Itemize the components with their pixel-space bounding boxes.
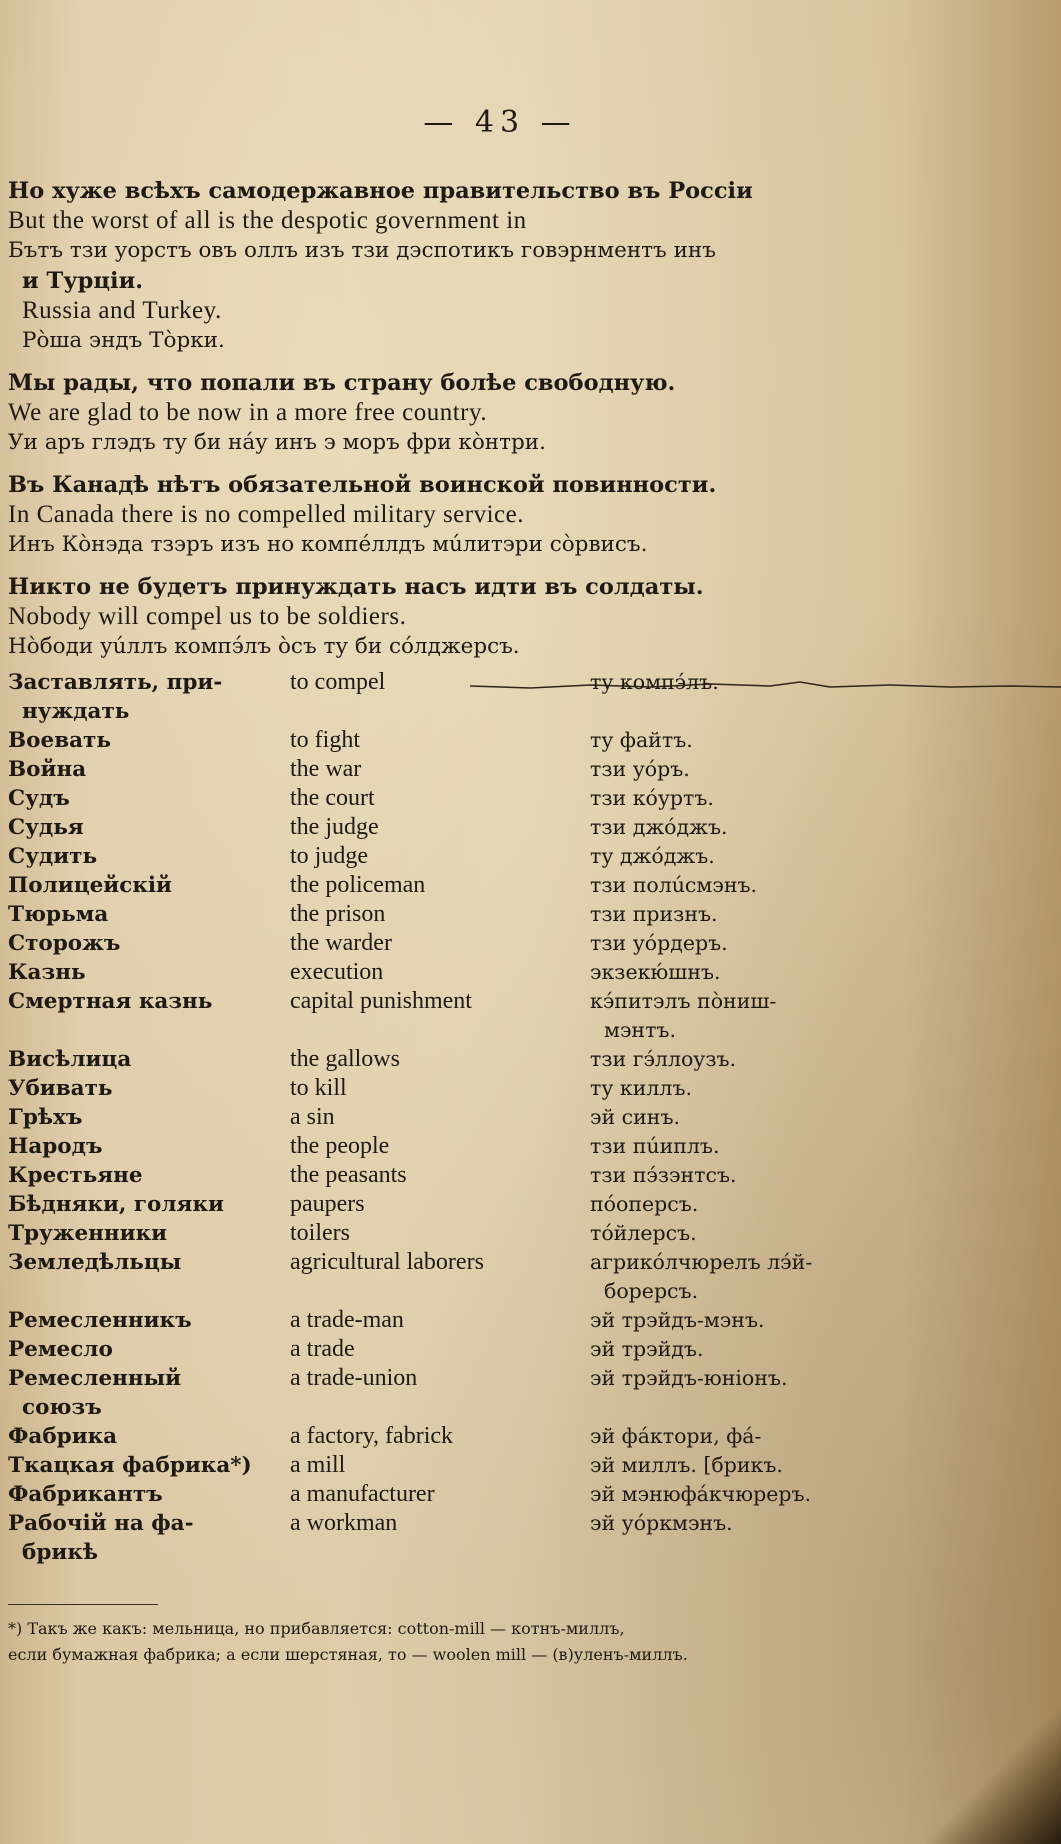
page-number: — 43 — <box>423 105 577 140</box>
vocab-russian: Судить <box>8 844 98 869</box>
vocab-russian-continued: брикѣ <box>22 1540 98 1565</box>
vocab-english: toilers <box>290 1220 350 1246</box>
sentence-russian: Въ Канадѣ нѣтъ обязательной воинской повинности. <box>8 472 717 498</box>
vocab-russian: Судъ <box>8 786 70 811</box>
vocab-row <box>8 668 868 726</box>
vocab-transcription: ту джóджъ. <box>590 844 715 868</box>
vocab-row <box>8 813 868 842</box>
sentence-english: In Canada there is no compelled military service. <box>8 501 524 528</box>
vocab-russian: Казнь <box>8 960 86 985</box>
vocab-transcription: ту файтъ. <box>590 728 693 752</box>
vocab-russian: Убивать <box>8 1076 113 1101</box>
vocab-russian: Труженники <box>8 1221 168 1246</box>
vocab-transcription: ту компэ́лъ. <box>590 670 719 694</box>
vocab-english: a trade-man <box>290 1307 404 1333</box>
vocab-transcription: эй фáктори, фá- <box>590 1424 762 1448</box>
sentence-russian-continued: и Турціи. <box>22 268 144 294</box>
vocab-english: the court <box>290 785 375 811</box>
sentence-section <box>8 176 868 674</box>
vocab-english: paupers <box>290 1191 365 1217</box>
vocab-russian <box>8 668 290 726</box>
vocab-transcription-text: кэ́питэлъ пòниш- <box>590 989 777 1013</box>
vocab-english: a trade <box>290 1336 355 1362</box>
vocab-transcription <box>590 987 860 1045</box>
vocab-russian: Тюрьма <box>8 902 109 927</box>
page-corner-shadow <box>911 1684 1061 1844</box>
sentence-russian: Мы рады, что попали въ страну болѣе свободную. <box>8 370 676 396</box>
vocab-row <box>8 987 868 1045</box>
sentence-russian: Но хуже всѣхъ самодержавное правительство въ Россіи <box>8 178 753 204</box>
vocab-english: to kill <box>290 1075 347 1101</box>
vocab-row <box>8 1306 868 1335</box>
vocab-row <box>8 1103 868 1132</box>
vocab-russian: Полицейскій <box>8 873 172 898</box>
vocab-russian-text: Ремесленный <box>8 1366 182 1391</box>
vocab-row <box>8 1074 868 1103</box>
vocab-russian: Фабрикантъ <box>8 1482 163 1507</box>
vocab-russian: Ремесленникъ <box>8 1308 192 1333</box>
vocab-row <box>8 1451 868 1480</box>
vocab-english: a sin <box>290 1104 335 1130</box>
vocab-transcription: эй трэйдъ-мэнъ. <box>590 1308 765 1332</box>
vocab-english: to judge <box>290 843 368 869</box>
vocab-transcription: тзи пúиплъ. <box>590 1134 720 1158</box>
vocab-russian: Фабрика <box>8 1424 118 1449</box>
sentence-block <box>8 470 868 560</box>
sentence-block <box>8 176 868 356</box>
vocab-english: a factory, fabrick <box>290 1423 454 1449</box>
vocab-english: a workman <box>290 1510 398 1536</box>
vocab-transcription: тзи кóуртъ. <box>590 786 714 810</box>
vocab-russian-text: Заставлять, при- <box>8 670 223 695</box>
vocab-row <box>8 929 868 958</box>
sentence-russian: Никто не будетъ принуждать насъ идти въ солдаты. <box>8 574 704 600</box>
vocab-transcription: тзи пэ́зэнтсъ. <box>590 1163 737 1187</box>
sentence-english-continued: Russia and Turkey. <box>22 297 222 324</box>
vocab-english: a mill <box>290 1452 346 1478</box>
vocab-english: the gallows <box>290 1046 400 1072</box>
sentence-english: Nobody will compel us to be soldiers. <box>8 603 407 630</box>
vocab-russian-text: Рабочій на фа- <box>8 1511 194 1536</box>
vocab-russian-continued: союзъ <box>22 1395 102 1420</box>
vocabulary-table <box>8 668 868 1567</box>
vocab-russian: Война <box>8 757 87 782</box>
sentence-transcription-continued: Рòша эндъ Тòрки. <box>22 328 225 353</box>
sentence-transcription: Бътъ тзи уорстъ овъ оллъ изъ тзи дэспотикъ говэрнментъ инъ <box>8 238 716 263</box>
vocab-row <box>8 1422 868 1451</box>
vocab-row <box>8 1364 868 1422</box>
vocab-row <box>8 1045 868 1074</box>
vocab-english: to compel <box>290 669 386 695</box>
vocab-row <box>8 755 868 784</box>
vocab-row <box>8 726 868 755</box>
vocab-english: the war <box>290 756 362 782</box>
sentence-block <box>8 572 868 662</box>
vocab-russian: Крестьяне <box>8 1163 143 1188</box>
vocab-transcription: тóйлерсъ. <box>590 1221 697 1245</box>
vocab-row <box>8 1190 868 1219</box>
vocab-english: capital punishment <box>290 988 472 1014</box>
vocab-row <box>8 1248 868 1306</box>
vocab-russian: Земледѣльцы <box>8 1250 182 1275</box>
vocab-transcription: тзи джóджъ. <box>590 815 728 839</box>
vocab-english: the prison <box>290 901 386 927</box>
sentence-transcription: Уи аръ глэдъ ту би нáу инъ э моръ фри кòнтри. <box>8 430 546 455</box>
vocab-russian: Бѣдняки, голяки <box>8 1192 224 1217</box>
vocab-row <box>8 842 868 871</box>
footnote <box>8 1616 868 1668</box>
vocab-transcription: тзи полúсмэнъ. <box>590 873 758 897</box>
vocab-russian: Грѣхъ <box>8 1105 83 1130</box>
vocab-russian: Смертная казнь <box>8 989 213 1014</box>
vocab-english: a manufacturer <box>290 1481 435 1507</box>
vocab-russian: Воевать <box>8 728 111 753</box>
vocab-row <box>8 1161 868 1190</box>
sentence-english: But the worst of all is the despotic government in <box>8 207 527 234</box>
vocab-transcription: тзи уóръ. <box>590 757 690 781</box>
vocab-transcription: пóоперсъ. <box>590 1192 699 1216</box>
sentence-transcription: Нòбоди уúллъ компэ́лъ òсъ ту би сóлджерсъ. <box>8 634 520 659</box>
sentence-transcription: Инъ Кòнэда тзэръ изъ но компéллдъ мúлитэри сòрвисъ. <box>8 532 648 557</box>
vocab-english: the policeman <box>290 872 426 898</box>
vocab-row <box>8 1219 868 1248</box>
vocab-english: the judge <box>290 814 379 840</box>
vocab-row <box>8 1335 868 1364</box>
vocab-row <box>8 1480 868 1509</box>
sentence-block <box>8 368 868 458</box>
vocab-transcription: тзи признъ. <box>590 902 718 926</box>
footnote-divider <box>8 1604 158 1605</box>
footnote-line: *) Такъ же какъ: мельница, но прибавляется: cotton-mill — котнъ-миллъ, <box>8 1619 625 1638</box>
vocab-transcription: тзи уóрдеръ. <box>590 931 728 955</box>
vocab-transcription <box>590 1248 860 1306</box>
vocab-russian: Судья <box>8 815 84 840</box>
vocab-transcription-continued: борерсъ. <box>604 1279 699 1303</box>
vocab-transcription: эй синъ. <box>590 1105 681 1129</box>
vocab-russian: Висѣлица <box>8 1047 132 1072</box>
vocab-russian-continued: нуждать <box>22 699 130 724</box>
vocab-english: to fight <box>290 727 360 753</box>
sentence-english: We are glad to be now in a more free country. <box>8 399 488 426</box>
vocab-russian: Народъ <box>8 1134 103 1159</box>
vocab-row <box>8 900 868 929</box>
footnote-line: если бумажная фабрика; а если шерстяная, то — woolen mill — (в)уленъ-миллъ. <box>8 1645 688 1664</box>
vocab-row <box>8 1132 868 1161</box>
vocab-russian <box>8 1364 290 1422</box>
vocab-transcription-continued: мэнтъ. <box>604 1018 676 1042</box>
vocab-english: execution <box>290 959 384 985</box>
vocab-transcription: эй мэнюфáкчюреръ. <box>590 1482 812 1506</box>
vocab-row <box>8 871 868 900</box>
vocab-row <box>8 784 868 813</box>
vocab-row <box>8 958 868 987</box>
vocab-transcription: ту киллъ. <box>590 1076 692 1100</box>
vocab-english: the peasants <box>290 1162 407 1188</box>
vocab-russian <box>8 1509 290 1567</box>
vocab-russian: Ремесло <box>8 1337 113 1362</box>
vocab-transcription: эй уóркмэнъ. <box>590 1511 733 1535</box>
vocab-transcription: эй трэйдъ. <box>590 1337 704 1361</box>
vocab-row <box>8 1509 868 1567</box>
vocab-english: the warder <box>290 930 392 956</box>
vocab-english: a trade-union <box>290 1365 418 1391</box>
vocab-transcription: эй трэйдъ-юніонъ. <box>590 1366 788 1390</box>
vocab-transcription-text: агрикóлчюрелъ лэ́й- <box>590 1250 813 1274</box>
vocab-transcription: тзи гэ́ллоузъ. <box>590 1047 737 1071</box>
vocab-transcription: эй миллъ. [брикъ. <box>590 1453 783 1477</box>
vocab-english: agricultural laborers <box>290 1249 484 1275</box>
vocab-transcription: экзекю́шнъ. <box>590 960 721 984</box>
vocab-russian: Сторожъ <box>8 931 121 956</box>
vocab-russian: Ткацкая фабрика*) <box>8 1453 252 1478</box>
vocab-english: the people <box>290 1133 390 1159</box>
